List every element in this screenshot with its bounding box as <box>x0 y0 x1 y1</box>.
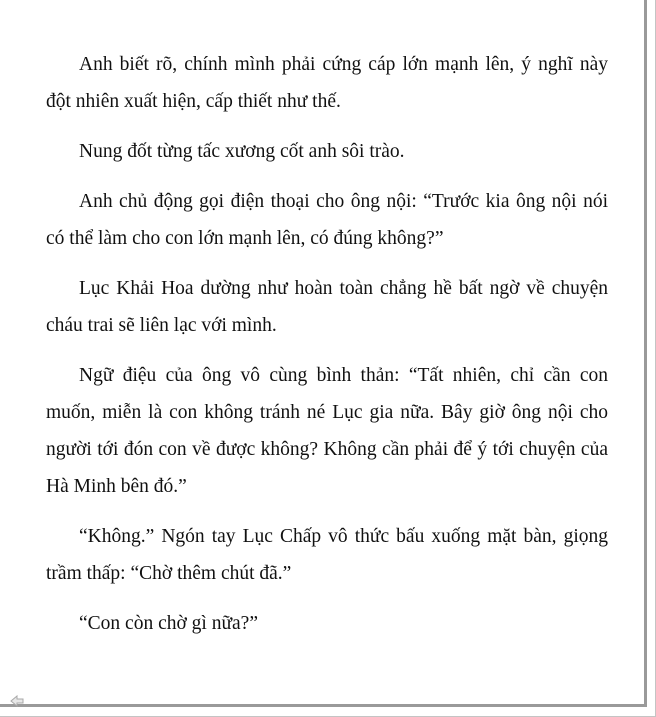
paragraph: Lục Khải Hoa dường như hoàn toàn chẳng hề bất ngờ về chuyện cháu trai sẽ liên lạc với mình. <box>46 278 608 336</box>
paragraph: “Con còn chờ gì nữa?” <box>79 613 258 634</box>
paragraph: Anh biết rõ, chính mình phải cứng cáp lớn mạnh lên, ý nghĩ này đột nhiên xuất hiện, cấp thiết như thế. <box>46 54 608 112</box>
paragraph: Nung đốt từng tấc xương cốt anh sôi trào. <box>79 141 405 162</box>
paragraph: “Không.” Ngón tay Lục Chấp vô thức bấu xuống mặt bàn, giọng trầm thấp: “Chờ thêm chút đã.” <box>46 526 608 584</box>
paragraph: Ngữ điệu của ông vô cùng bình thản: “Tất nhiên, chỉ cần con muốn, miễn là con không tránh né Lục gia nữa. Bây giờ ông nội cho người tới đón con về được không? Không cần phải để ý tới chuyện của Hà Minh bên đó.” <box>46 365 608 497</box>
arrow-left-icon <box>10 695 24 707</box>
previous-page-button[interactable] <box>10 694 24 706</box>
page-body <box>46 46 608 655</box>
paragraph: Anh chủ động gọi điện thoại cho ông nội: “Trước kia ông nội nói có thể làm cho con lớn mạnh lên, có đúng không?” <box>46 191 608 249</box>
